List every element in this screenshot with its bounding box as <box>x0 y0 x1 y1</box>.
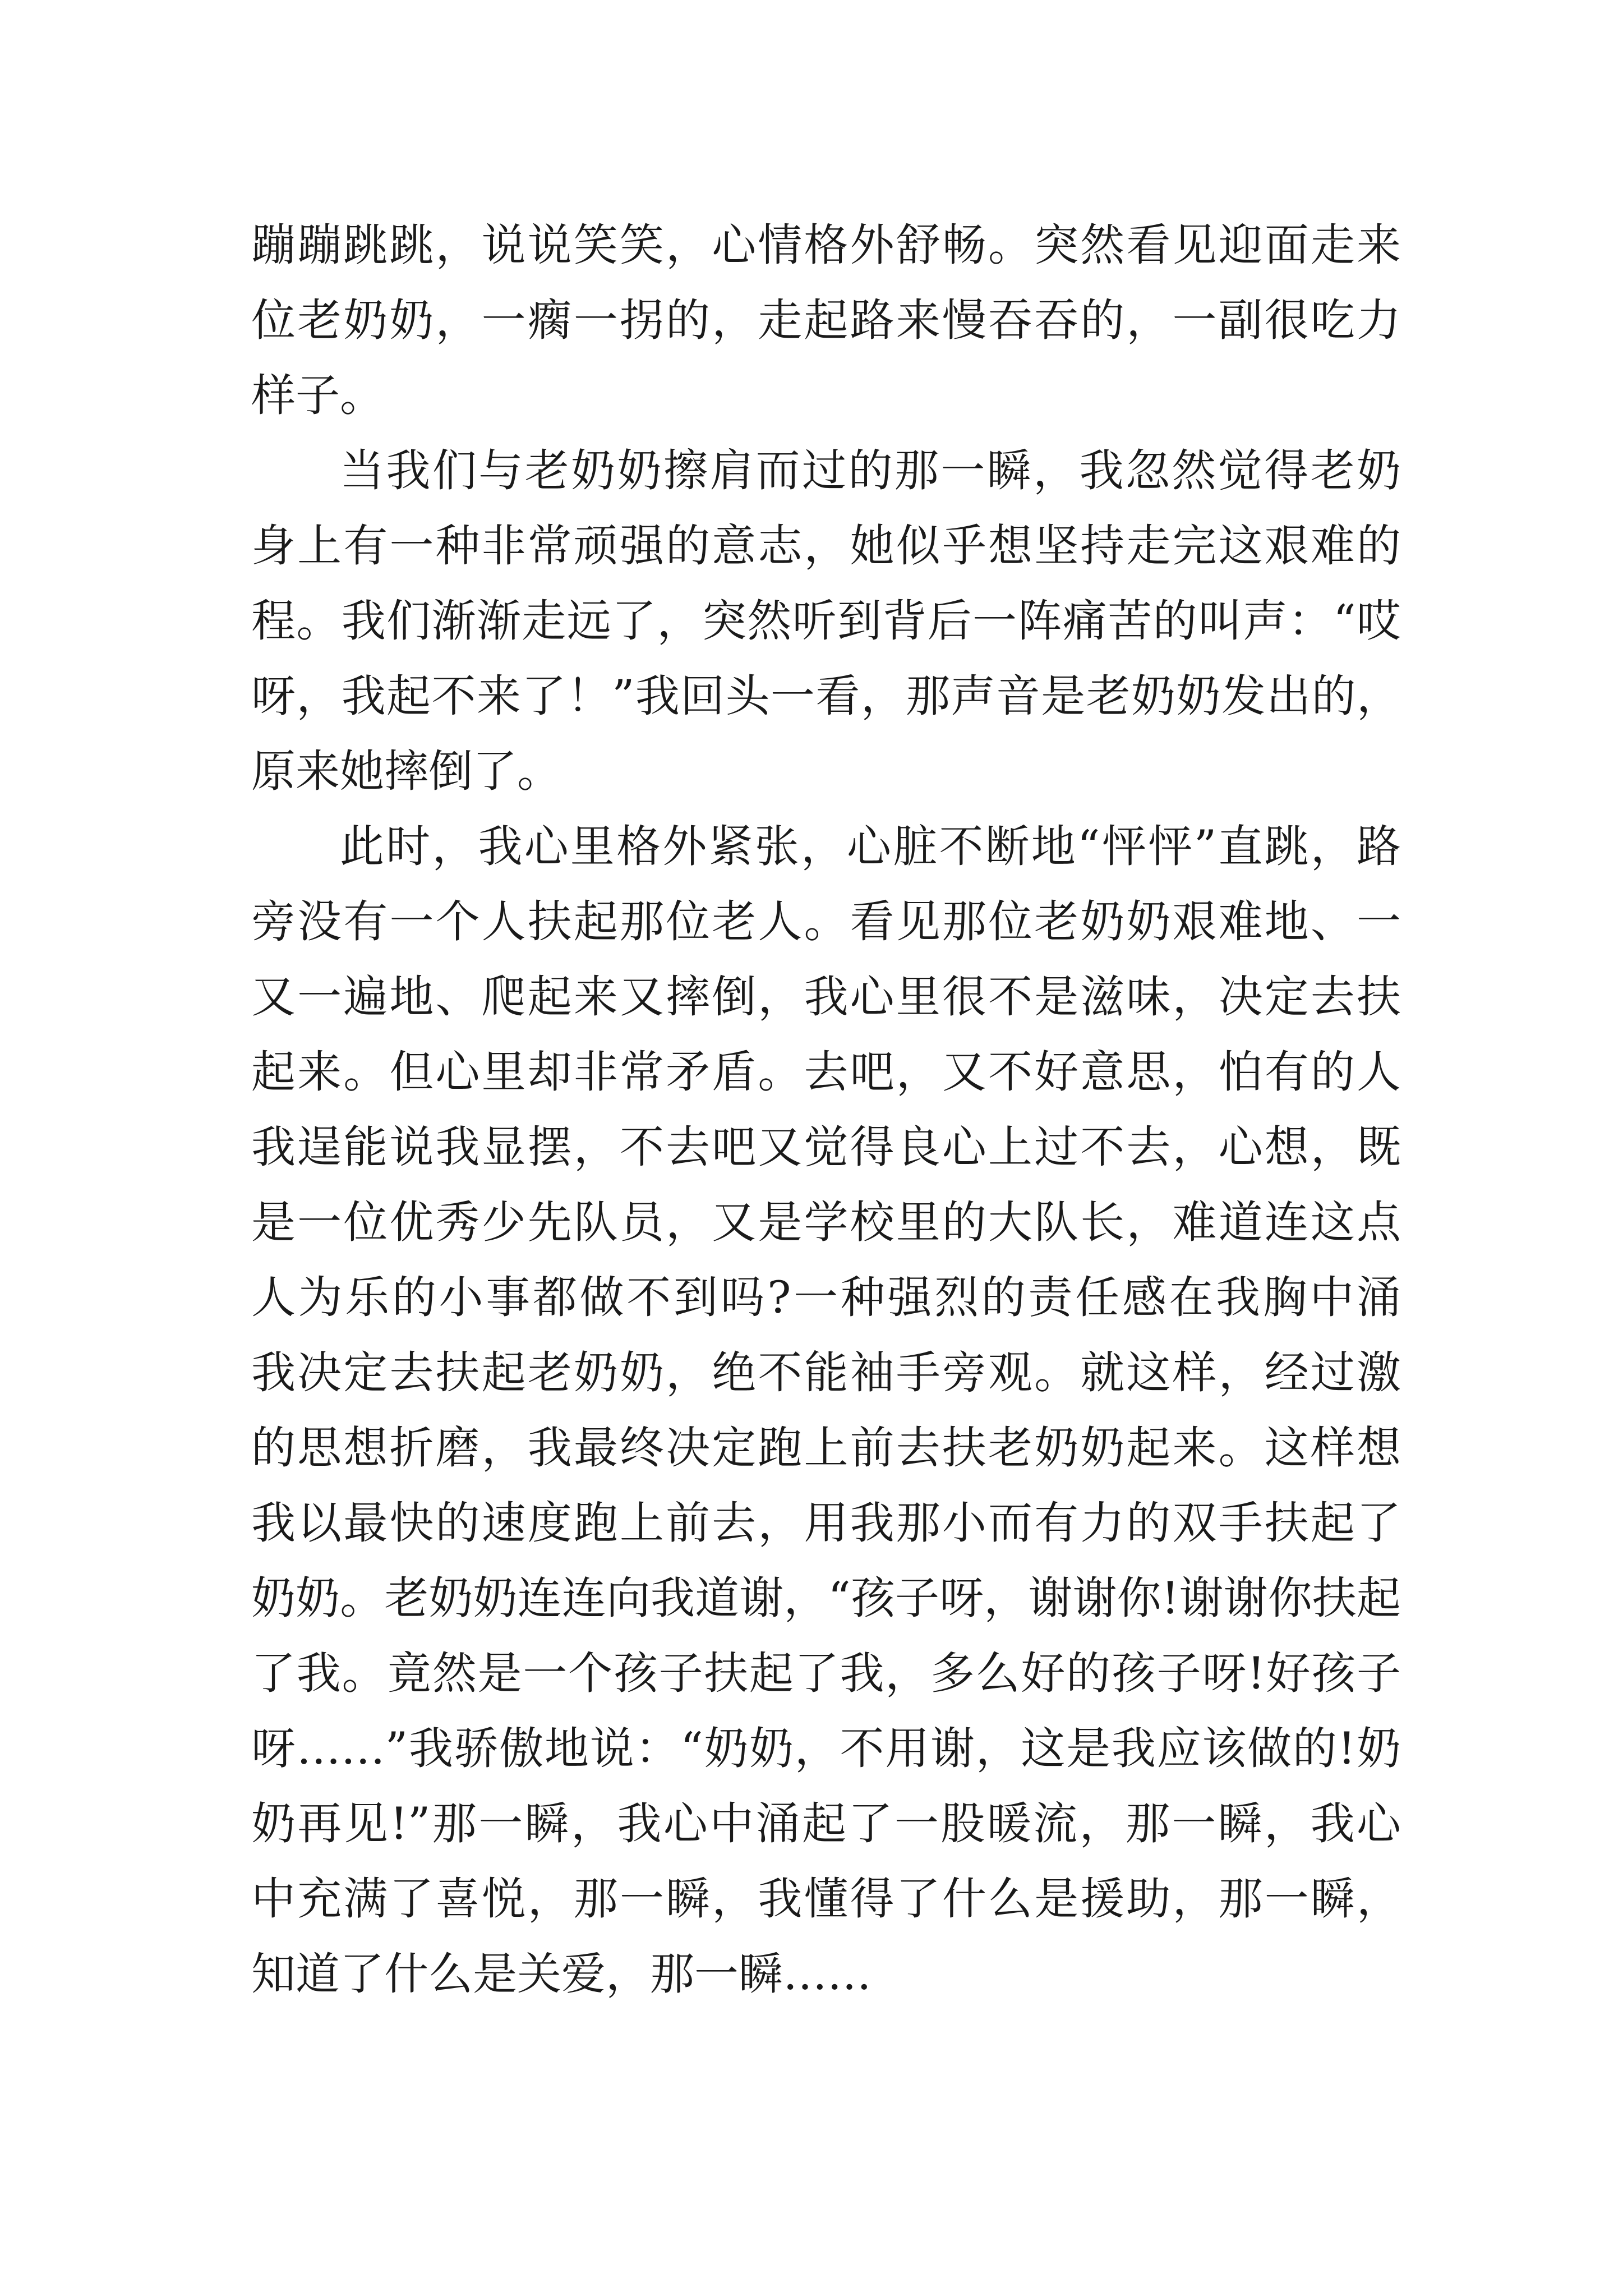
text-line: 人为乐的小事都做不到吗?一种强烈的责任感在我胸中涌 <box>251 1272 1401 1323</box>
text-line: 奶再见!”那一瞬，我心中涌起了一股暖流，那一瞬，我心 <box>251 1798 1401 1849</box>
text-line: 起来。但心里却非常矛盾。去吧，又不好意思，怕有的人 <box>251 1046 1401 1098</box>
text-line: 又一遍地、爬起来又摔倒，我心里很不是滋味，决定去扶 <box>251 971 1401 1023</box>
body-text <box>251 208 1401 2012</box>
text-line: 呀……”我骄傲地说：“奶奶，不用谢，这是我应该做的!奶 <box>251 1723 1401 1774</box>
text-line: 位老奶奶，一瘸一拐的，走起路来慢吞吞的，一副很吃力 <box>251 295 1401 346</box>
text-line: 蹦蹦跳跳，说说笑笑，心情格外舒畅。突然看见迎面走来 <box>251 219 1401 271</box>
text-line: 此时，我心里格外紧张，心脏不断地“怦怦”直跳，路 <box>340 821 1401 872</box>
text-line: 了我。竟然是一个孩子扶起了我，多么好的孩子呀!好孩子 <box>251 1648 1401 1699</box>
text-line: 样子。 <box>251 370 384 421</box>
text-line: 我以最快的速度跑上前去，用我那小而有力的双手扶起了 <box>251 1497 1401 1549</box>
text-line: 我逞能说我显摆，不去吧又觉得良心上过不去，心想，既 <box>251 1121 1401 1173</box>
text-line: 旁没有一个人扶起那位老人。看见那位老奶奶艰难地、一 <box>251 896 1401 947</box>
text-line: 中充满了喜悦，那一瞬，我懂得了什么是援助，那一瞬， <box>251 1873 1401 1925</box>
text-line: 程。我们渐渐走远了，突然听到背后一阵痛苦的叫声：“哎 <box>251 595 1401 647</box>
text-line: 呀，我起不来了！”我回头一看，那声音是老奶奶发出的， <box>251 670 1401 722</box>
text-line: 身上有一种非常顽强的意志，她似乎想坚持走完这艰难的 <box>251 520 1401 572</box>
text-line: 我决定去扶起老奶奶，绝不能袖手旁观。就这样，经过激 <box>251 1347 1401 1398</box>
text-line: 的思想折磨，我最终决定跑上前去扶老奶奶起来。这样想 <box>251 1422 1401 1474</box>
text-line: 知道了什么是关爱，那一瞬…… <box>251 1948 872 2000</box>
text-line: 当我们与老奶奶擦肩而过的那一瞬，我忽然觉得老奶 <box>340 445 1401 496</box>
text-line: 原来她摔倒了。 <box>251 746 561 797</box>
text-line: 是一位优秀少先队员，又是学校里的大队长，难道连这点 <box>251 1197 1401 1248</box>
text-line: 奶奶。老奶奶连连向我道谢，“孩子呀，谢谢你!谢谢你扶起 <box>251 1572 1401 1624</box>
